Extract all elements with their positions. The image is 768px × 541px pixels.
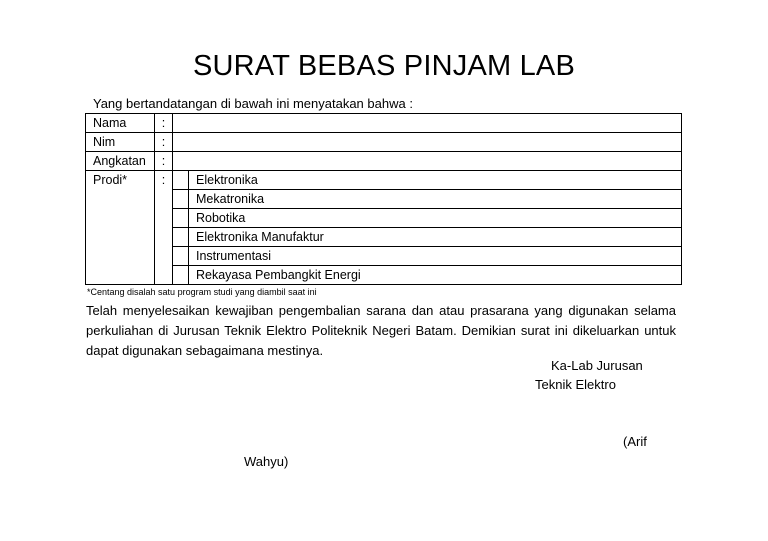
document-title: SURAT BEBAS PINJAM LAB <box>192 50 576 82</box>
footnote: *Centang disalah satu program studi yang diambil saat ini <box>87 287 317 297</box>
angkatan-field[interactable] <box>173 152 682 171</box>
form-row-prodi <box>86 171 682 190</box>
nim-colon: : <box>155 133 173 152</box>
prodi-checkbox-rekayasa-pembangkit-energi[interactable] <box>173 266 189 285</box>
prodi-checkbox-instrumentasi[interactable] <box>173 247 189 266</box>
angkatan-label: Angkatan <box>86 152 155 171</box>
prodi-option-instrumentasi: Instrumentasi <box>189 247 682 266</box>
angkatan-colon: : <box>155 152 173 171</box>
form-row-nim <box>86 133 682 152</box>
form-row-prodi-elektronika-manufaktur <box>86 228 682 247</box>
form-row-prodi-rekayasa-pembangkit-energi <box>86 266 682 285</box>
prodi-label: Prodi* <box>86 171 155 285</box>
prodi-colon: : <box>155 171 173 285</box>
statement-paragraph: Telah menyelesaikan kewajiban pengembalian sarana dan atau prasarana yang digunakan selama perkuliahan di Jurusan Teknik Elektro Politeknik Negeri Batam. Demikian surat ini dikeluarkan untuk dapat digunakan sebagaimana mestinya. <box>86 303 676 358</box>
nim-label: Nim <box>86 133 155 152</box>
nim-field[interactable] <box>173 133 682 152</box>
prodi-checkbox-elektronika[interactable] <box>173 171 189 190</box>
signature-name-part2: Wahyu) <box>244 454 289 469</box>
prodi-option-robotika: Robotika <box>189 209 682 228</box>
prodi-option-elektronika: Elektronika <box>189 171 682 190</box>
form-row-prodi-mekatronika <box>86 190 682 209</box>
prodi-checkbox-mekatronika[interactable] <box>173 190 189 209</box>
signature-title-line2: Teknik Elektro <box>535 377 616 392</box>
form-row-angkatan <box>86 152 682 171</box>
nama-field[interactable] <box>173 114 682 133</box>
nama-colon: : <box>155 114 173 133</box>
form-row-prodi-robotika <box>86 209 682 228</box>
form-row-prodi-instrumentasi <box>86 247 682 266</box>
prodi-checkbox-elektronika-manufaktur[interactable] <box>173 228 189 247</box>
form-row-nama <box>86 114 682 133</box>
prodi-option-elektronika-manufaktur: Elektronika Manufaktur <box>189 228 682 247</box>
prodi-checkbox-robotika[interactable] <box>173 209 189 228</box>
signature-title-line1: Ka-Lab Jurusan <box>551 358 643 373</box>
student-form-table <box>85 113 682 285</box>
signature-name-part1: (Arif <box>623 434 647 449</box>
prodi-option-rekayasa-pembangkit-energi: Rekayasa Pembangkit Energi <box>189 266 682 285</box>
prodi-option-mekatronika: Mekatronika <box>189 190 682 209</box>
nama-label: Nama <box>86 114 155 133</box>
intro-text: Yang bertandatangan di bawah ini menyatakan bahwa : <box>93 96 413 111</box>
